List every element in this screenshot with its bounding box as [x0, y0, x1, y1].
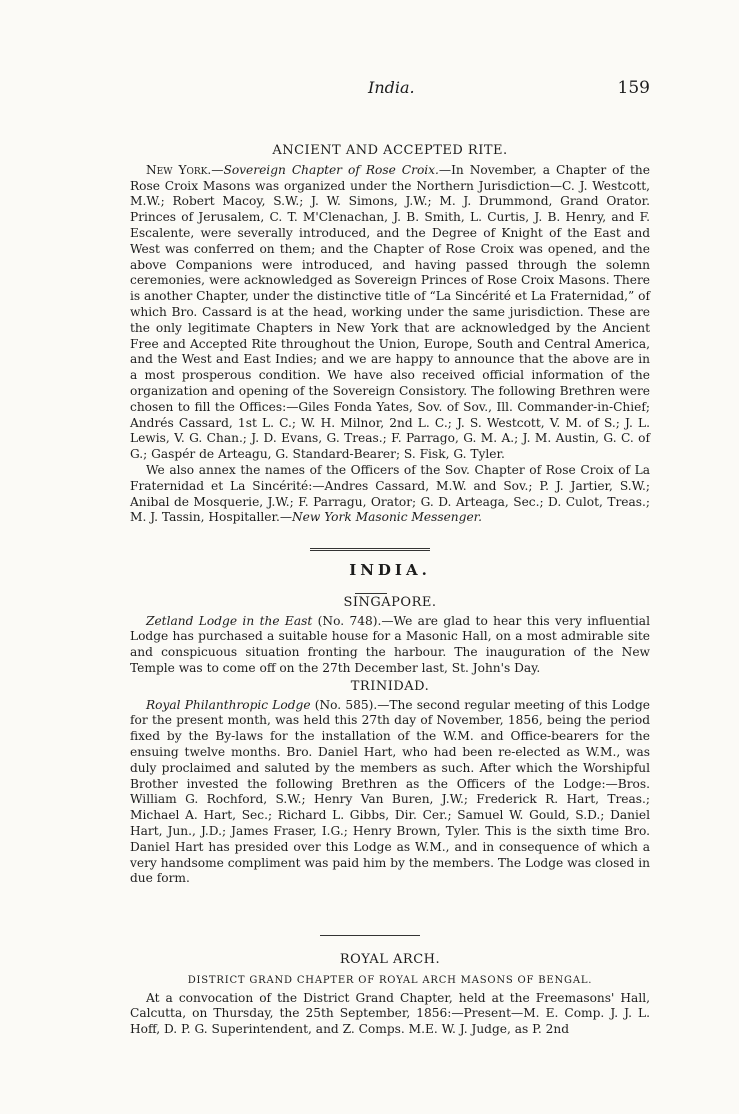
section-divider — [310, 548, 430, 551]
section-divider — [320, 935, 420, 936]
subsection-heading: DISTRICT GRAND CHAPTER OF ROYAL ARCH MASONS OF BENGAL. — [187, 974, 593, 986]
paragraph-text: We also annex the names of the Officers of the Sov. Chapter of Rose Croix of La Fraternidad et La Sincérité:—Andres Cassard, M.W. and Sov.; P. J. Jartier, S.W.; Anibal de Mosquerie, J.W.; F. Parragu, Orator; G. D. Arteaga, Sec.; D. Culot, Treas.; M. J. Tassin, Hospitaller.— — [130, 462, 650, 525]
paragraph — [130, 163, 650, 463]
section-india — [130, 563, 650, 887]
heading-rule — [355, 593, 387, 594]
page-number: 159 — [617, 78, 650, 98]
section-ancient-rite — [130, 143, 650, 526]
lodge-name: Royal Philanthropic Lodge — [146, 697, 311, 712]
section-heading: INDIA. — [349, 561, 431, 579]
source-citation: New York Masonic Messenger. — [292, 510, 483, 525]
dash: — — [211, 162, 224, 177]
paragraph — [130, 614, 650, 677]
running-title: India. — [368, 78, 415, 97]
paragraph — [130, 698, 650, 888]
paragraph-text: (No. 748).—We are glad to hear this very influential Lodge has purchased a suitable house for a Masonic Hall, on a most admirable site and conspicuous situation fronting the harbour. The inauguration of the New Temple was to come off on the 27th December last, St. John's Day. — [130, 613, 650, 675]
paragraph-text: (No. 585).—The second regular meeting of this Lodge for the present month, was held this 27th day of November, 1856, being the period fixed by the By-laws for the installation of the W.M. and Office-bearers for the ensuing twelve months. Bro. Daniel Hart, who had been re-elected as W.M., was duly proclaimed and saluted by the members as such. After which the Worshipful Brother invested the following Brethren as the Officers of the Lodge:—Bros. William G. Rochford, S.W.; Henry Van Buren, J.W.; Frederick R. Hart, Treas.; Michael A. Hart, Sec.; Richard L. Gibbs, Dir. Cer.; Samuel W. Gould, S.D.; Daniel Hart, Jun., J.D.; James Fraser, I.G.; Henry Brown, Tyler. This is the sixth time Bro. Daniel Hart has presided over this Lodge as W.M., and in consequence of which a very handsome compliment was paid him by the members. The Lodge was closed in due form. — [130, 697, 650, 886]
subsection-heading: TRINIDAD. — [350, 678, 430, 694]
place-name: New York. — [146, 162, 212, 177]
section-royal-arch — [130, 952, 650, 1038]
section-heading: ROYAL ARCH. — [339, 952, 441, 967]
paragraph — [130, 463, 650, 526]
paragraph — [130, 991, 650, 1038]
section-heading: ANCIENT AND ACCEPTED RITE. — [272, 143, 508, 158]
paragraph-text: —In November, a Chapter of the Rose Croix Masons was organized under the Northern Jurisdiction—C. J. Westcott, M.W.; Robert Macoy, S.W.; J. W. Simons, J.W.; M. J. Drummond, Grand Orator. Princes of Jerusalem, C. T. M'Clenachan, J. B. Smith, L. Curtis, J. B. Henry, and F. Escalente, were severally introduced, and the Degree of Knight of the East and West was conferred on them; and the Chapter of Rose Croix was opened, and the above Companions were introduced, and having passed through the solemn ceremonies, were acknowledged as Sovereign Princes of Rose Croix Masons. There is another Chapter, under the distinctive title of “La Sincérité et La Fraternidad,” of which Bro. Cassard is at the head, working under the same jurisdiction. These are the only legitimate Chapters in New York that are acknowledged by the Ancient Free and Accepted Rite throughout the Union, Europe, South and Central America, and the West and East Indies; and we are happy to announce that the above are in a most prosperous condition. We have also received official information of the organization and opening of the Sovereign Consistory. The following Brethren were chosen to fill the Offices:—Giles Fonda Yates, Sov. of Sov., Ill. Commander-in-Chief; Andrés Cassard, 1st L. C.; W. H. Milnor, 2nd L. C.; J. S. Westcott, V. M. of S.; J. L. Lewis, V. G. Chan.; J. D. Evans, G. Treas.; F. Parrago, G. M. A.; J. M. Austin, G. C. of G.; Gaspér de Arteagu, G. Standard-Bearer; S. Fisk, G. Tyler. — [130, 162, 651, 462]
lodge-name: Zetland Lodge in the East — [146, 613, 313, 628]
chapter-title: Sovereign Chapter of Rose Croix. — [223, 162, 439, 177]
running-header — [130, 78, 650, 104]
paragraph-text: At a convocation of the District Grand Chapter, held at the Freemasons' Hall, Calcutta, on Thursday, the 25th September, 1856:—Present—M. E. Comp. J. J. L. Hoff, D. P. G. Superintendent, and Z. Comps. M.E. W. J. Judge, as P. 2nd — [130, 990, 650, 1037]
subsection-heading: SINGAPORE. — [343, 594, 437, 610]
